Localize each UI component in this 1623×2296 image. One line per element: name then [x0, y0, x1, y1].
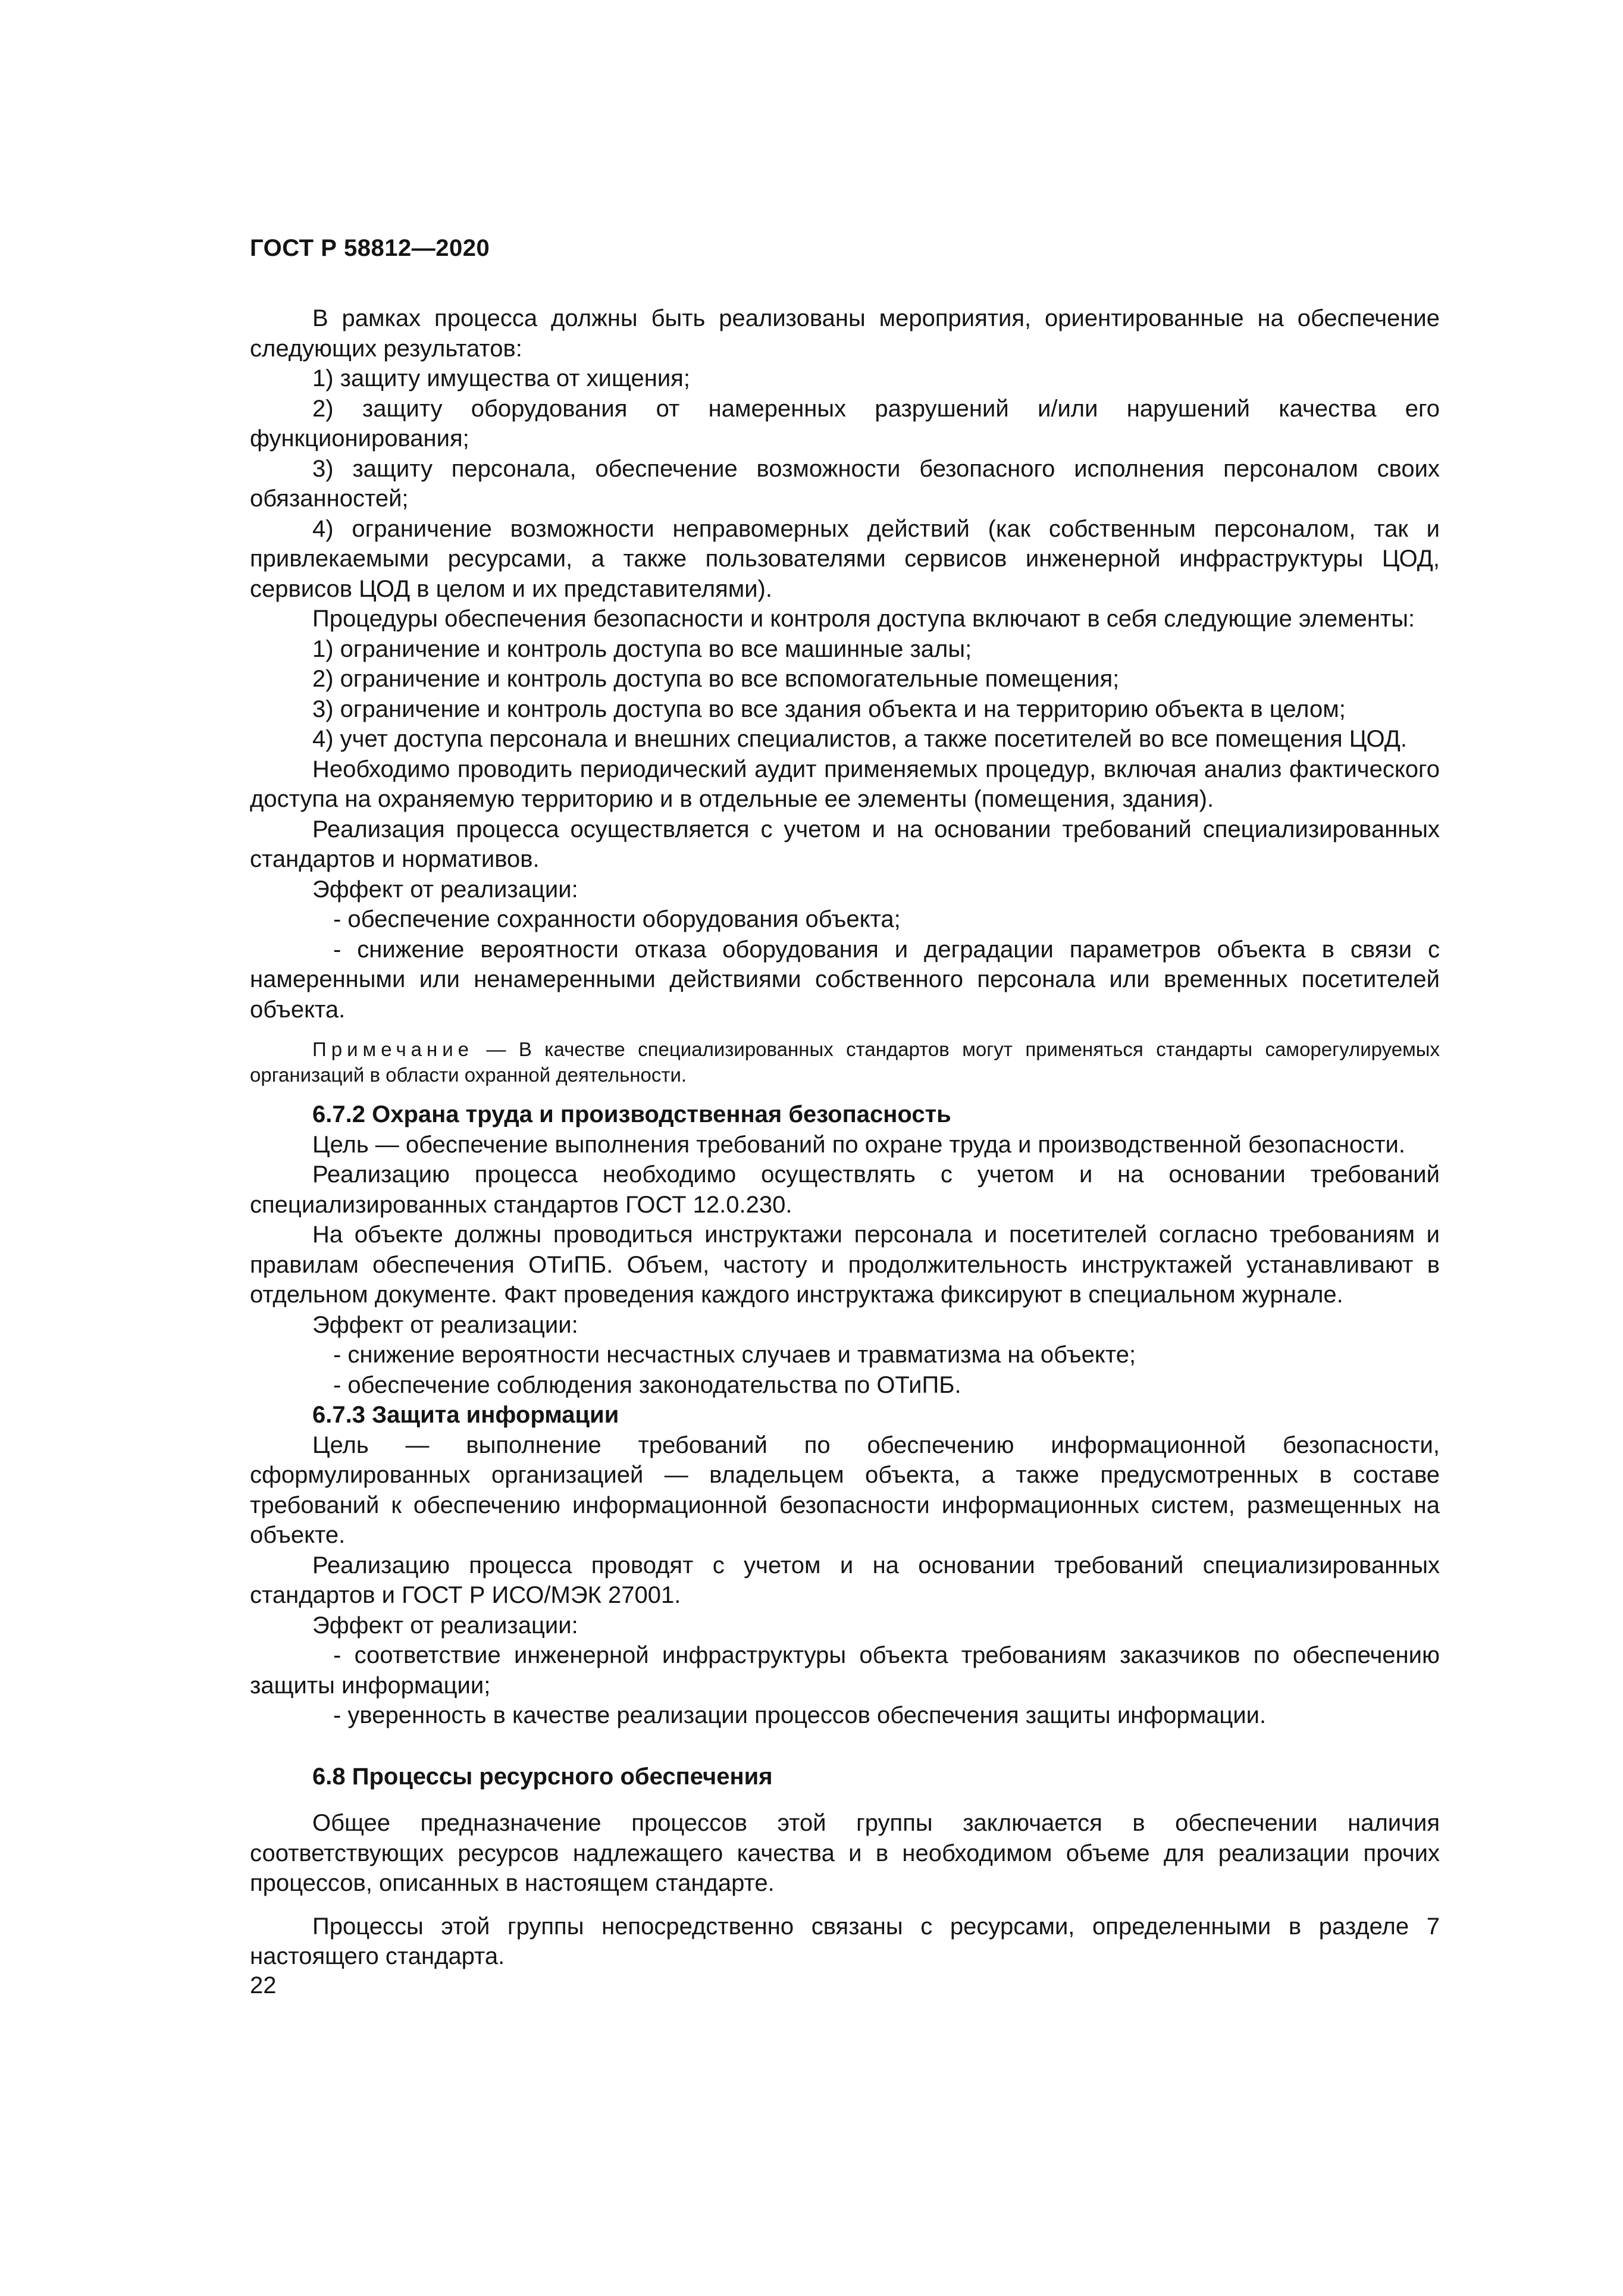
- section-paragraph: Реализацию процесса проводят с учетом и на основании требований специализированных стандартов и ГОСТ Р ИСО/МЭК 27001.: [250, 1552, 1440, 1608]
- note-text: — В качестве специализированных стандартов могут применяться стандарты саморегулируемых организаций в области охранной деятельности.: [250, 1038, 1440, 1086]
- dash-list-item: - обеспечение соблюдения законодательства по ОТиПБ.: [333, 1371, 961, 1398]
- document-body: [250, 303, 1440, 1972]
- section-goal: Цель — выполнение требований по обеспечению информационной безопасности, сформулированных организацией — владельцем объекта, а также предусмотренных в составе требований к обеспечению информационной безопасности информационных систем, размещенных на объекте.: [250, 1432, 1440, 1548]
- section-paragraph: Общее предназначение процессов этой группы заключается в обеспечении наличия соответствующих ресурсов надлежащего качества и в необходимом объеме для реализации прочих процессов, описанных в настоящем стандарте.: [250, 1810, 1440, 1896]
- section-paragraph: На объекте должны проводиться инструктажи персонала и посетителей согласно требованиям и правилам обеспечения ОТиПБ. Объем, частоту и продолжительность инструктажей устанавливают в отдельном документе. Факт проведения каждого инструктажа фиксируют в специальном журнале.: [250, 1221, 1440, 1308]
- section-heading-6-7-3: 6.7.3 Защита информации: [312, 1402, 619, 1428]
- section-goal: Цель — обеспечение выполнения требований по охране труда и производственной безопасности.: [312, 1131, 1405, 1158]
- list-item: 1) защиту имущества от хищения;: [312, 365, 690, 391]
- dash-list-item: - снижение вероятности несчастных случаев и травматизма на объекте;: [333, 1342, 1136, 1368]
- paragraph-audit: Необходимо проводить периодический аудит применяемых процедур, включая анализ фактического доступа на охраняемую территорию и в отдельные ее элементы (помещения, здания).: [250, 756, 1440, 812]
- list-item: 1) ограничение и контроль доступа во все машинные залы;: [312, 635, 972, 662]
- paragraph-intro: В рамках процесса должны быть реализованы мероприятия, ориентированные на обеспечение следующих результатов:: [250, 305, 1440, 362]
- dash-list-item: - уверенность в качестве реализации процессов обеспечения защиты информации.: [333, 1702, 1267, 1728]
- list-item: 3) ограничение и контроль доступа во все здания объекта и на территорию объекта в целом;: [312, 696, 1346, 722]
- document-code-header: ГОСТ Р 58812—2020: [250, 235, 490, 261]
- note: [250, 1036, 1440, 1088]
- paragraph-implementation: Реализация процесса осуществляется с учетом и на основании требований специализированных стандартов и нормативов.: [250, 816, 1440, 872]
- page-number: 22: [250, 1972, 277, 1999]
- dash-list-item: - снижение вероятности отказа оборудования и деградации параметров объекта в связи с намеренными или ненамеренными действиями собственного персонала или временных посетителей объекта.: [250, 936, 1440, 1023]
- section-heading-6-8: 6.8 Процессы ресурсного обеспечения: [312, 1763, 773, 1790]
- section-paragraph: Реализацию процесса необходимо осуществлять с учетом и на основании требований специализированных стандартов ГОСТ 12.0.230.: [250, 1161, 1440, 1218]
- list-item: 4) учет доступа персонала и внешних специалистов, а также посетителей во все помещения ЦОД.: [312, 726, 1407, 752]
- section-paragraph: Процессы этой группы непосредственно связаны с ресурсами, определенными в разделе 7 настоящего стандарта.: [250, 1913, 1440, 1969]
- dash-list-item: - обеспечение сохранности оборудования объекта;: [333, 906, 901, 932]
- list-item: 2) ограничение и контроль доступа во все вспомогательные помещения;: [312, 666, 1120, 692]
- list-item: 2) защиту оборудования от намеренных разрушений и/или нарушений качества его функционирования;: [250, 395, 1440, 452]
- section-heading-6-7-2: 6.7.2 Охрана труда и производственная безопасность: [312, 1101, 951, 1127]
- list-item: 4) ограничение возможности неправомерных действий (как собственным персоналом, так и привлекаемыми ресурсами, а также пользователями сервисов инженерной инфраструктуры ЦОД, сервисов ЦОД в целом и их представителями).: [250, 515, 1440, 602]
- dash-list-item: - соответствие инженерной инфраструктуры объекта требованиям заказчиков по обеспечению защиты информации;: [250, 1642, 1440, 1699]
- paragraph-procedures: Процедуры обеспечения безопасности и контроля доступа включают в себя следующие элементы:: [312, 606, 1415, 632]
- effect-label: Эффект от реализации:: [312, 876, 578, 903]
- effect-label: Эффект от реализации:: [312, 1612, 578, 1639]
- effect-label: Эффект от реализации:: [312, 1311, 578, 1338]
- list-item: 3) защиту персонала, обеспечение возможности безопасного исполнения персоналом своих обязанностей;: [250, 455, 1440, 512]
- note-label: Примечание: [312, 1038, 474, 1060]
